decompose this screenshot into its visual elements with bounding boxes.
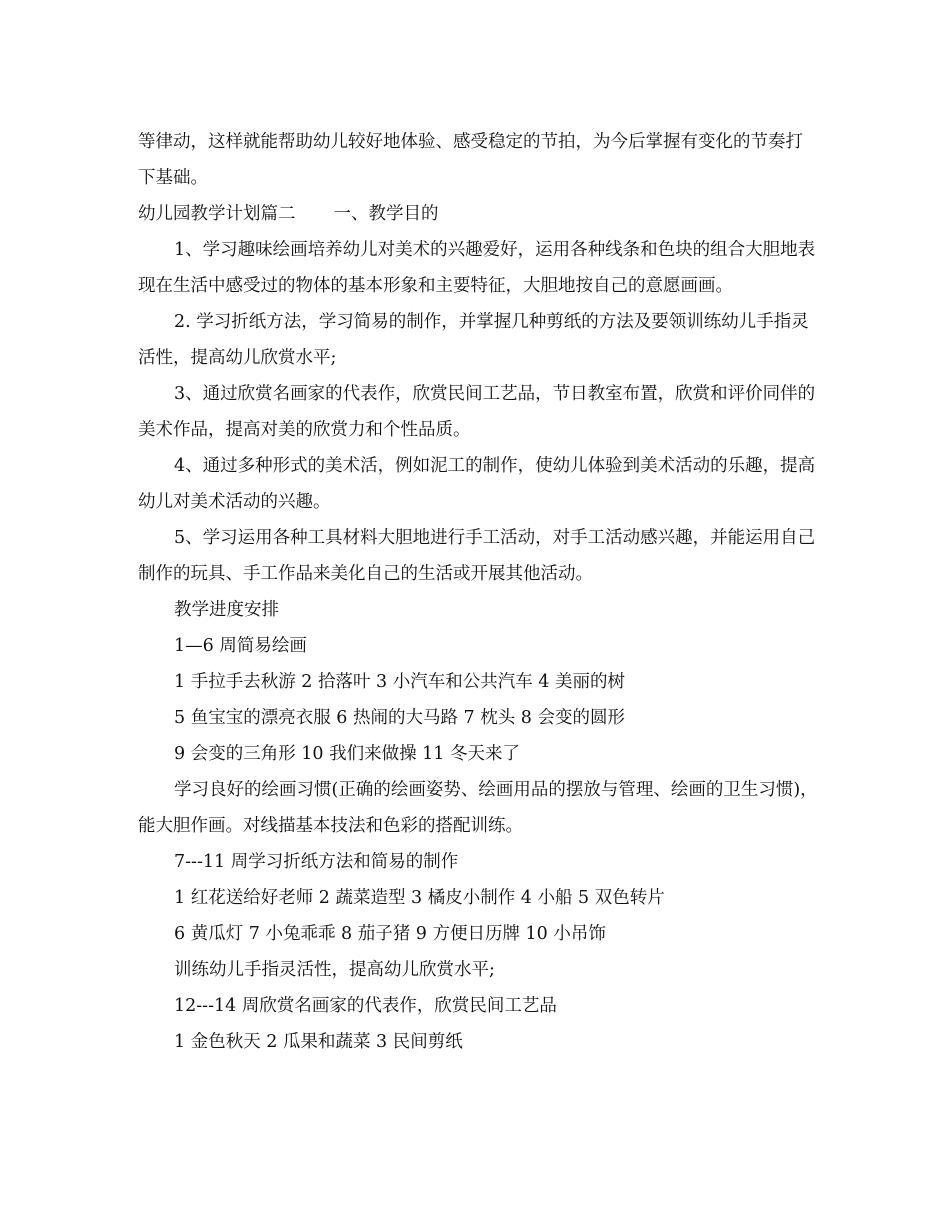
paragraph-rhythm-continuation: 等律动，这样就能帮助幼儿较好地体验、感受稳定的节拍，为今后掌握有变化的节奏打下基础。 (138, 132, 803, 188)
schedule-list-line: 1 手拉手去秋游 2 拾落叶 3 小汽车和公共汽车 4 美丽的树 (174, 672, 625, 692)
schedule-list-line: 1 红花送给好老师 2 蔬菜造型 3 橘皮小制作 4 小船 5 双色转片 (174, 888, 665, 908)
schedule-description: 训练幼儿手指灵活性，提高幼儿欣赏水平; (174, 960, 495, 980)
goal-item-3: 3、通过欣赏名画家的代表作，欣赏民间工艺品，节日教室布置，欣赏和评价同伴的美术作品，提高对美的欣赏力和个性品质。 (138, 384, 816, 440)
section-title: 幼儿园教学计划篇二 (138, 204, 296, 224)
schedule-list-line: 5 鱼宝宝的漂亮衣服 6 热闹的大马路 7 枕头 8 会变的圆形 (174, 708, 625, 728)
section-heading (138, 196, 818, 232)
section-subtitle: 一、教学目的 (333, 204, 439, 224)
goal-item-1: 1、学习趣味绘画培养幼儿对美术的兴趣爱好，运用各种线条和色块的组合大胆地表现在生活中感受过的物体的基本形象和主要特征，大胆地按自己的意愿画画。 (138, 240, 816, 296)
schedule-list-line: 1 金色秋天 2 瓜果和蔬菜 3 民间剪纸 (174, 1032, 463, 1052)
schedule-weeks-7-11: 7---11 周学习折纸方法和简易的制作 (174, 852, 459, 872)
schedule-description: 学习良好的绘画习惯(正确的绘画姿势、绘画用品的摆放与管理、绘画的卫生习惯)，能大胆作画。对线描基本技法和色彩的搭配训练。 (138, 780, 818, 836)
schedule-weeks-12-14: 12---14 周欣赏名画家的代表作，欣赏民间工艺品 (174, 996, 557, 1016)
goal-item-2: 2. 学习折纸方法，学习简易的制作，并掌握几种剪纸的方法及要领训练幼儿手指灵活性，提高幼儿欣赏水平; (138, 312, 809, 368)
schedule-list-line: 6 黄瓜灯 7 小兔乖乖 8 茄子猪 9 方便日历牌 10 小吊饰 (174, 924, 606, 944)
goal-item-5: 5、学习运用各种工具材料大胆地进行手工活动，对手工活动感兴趣，并能运用自己制作的玩具、手工作品来美化自己的生活或开展其他活动。 (138, 528, 816, 584)
schedule-list-line: 9 会变的三角形 10 我们来做操 11 冬天来了 (174, 744, 520, 764)
document-body (138, 124, 818, 1060)
goal-item-4: 4、通过多种形式的美术活，例如泥工的制作，使幼儿体验到美术活动的乐趣，提高幼儿对美术活动的兴趣。 (138, 456, 816, 512)
schedule-weeks-1-6: 1—6 周简易绘画 (174, 636, 307, 656)
schedule-heading: 教学进度安排 (174, 600, 279, 620)
